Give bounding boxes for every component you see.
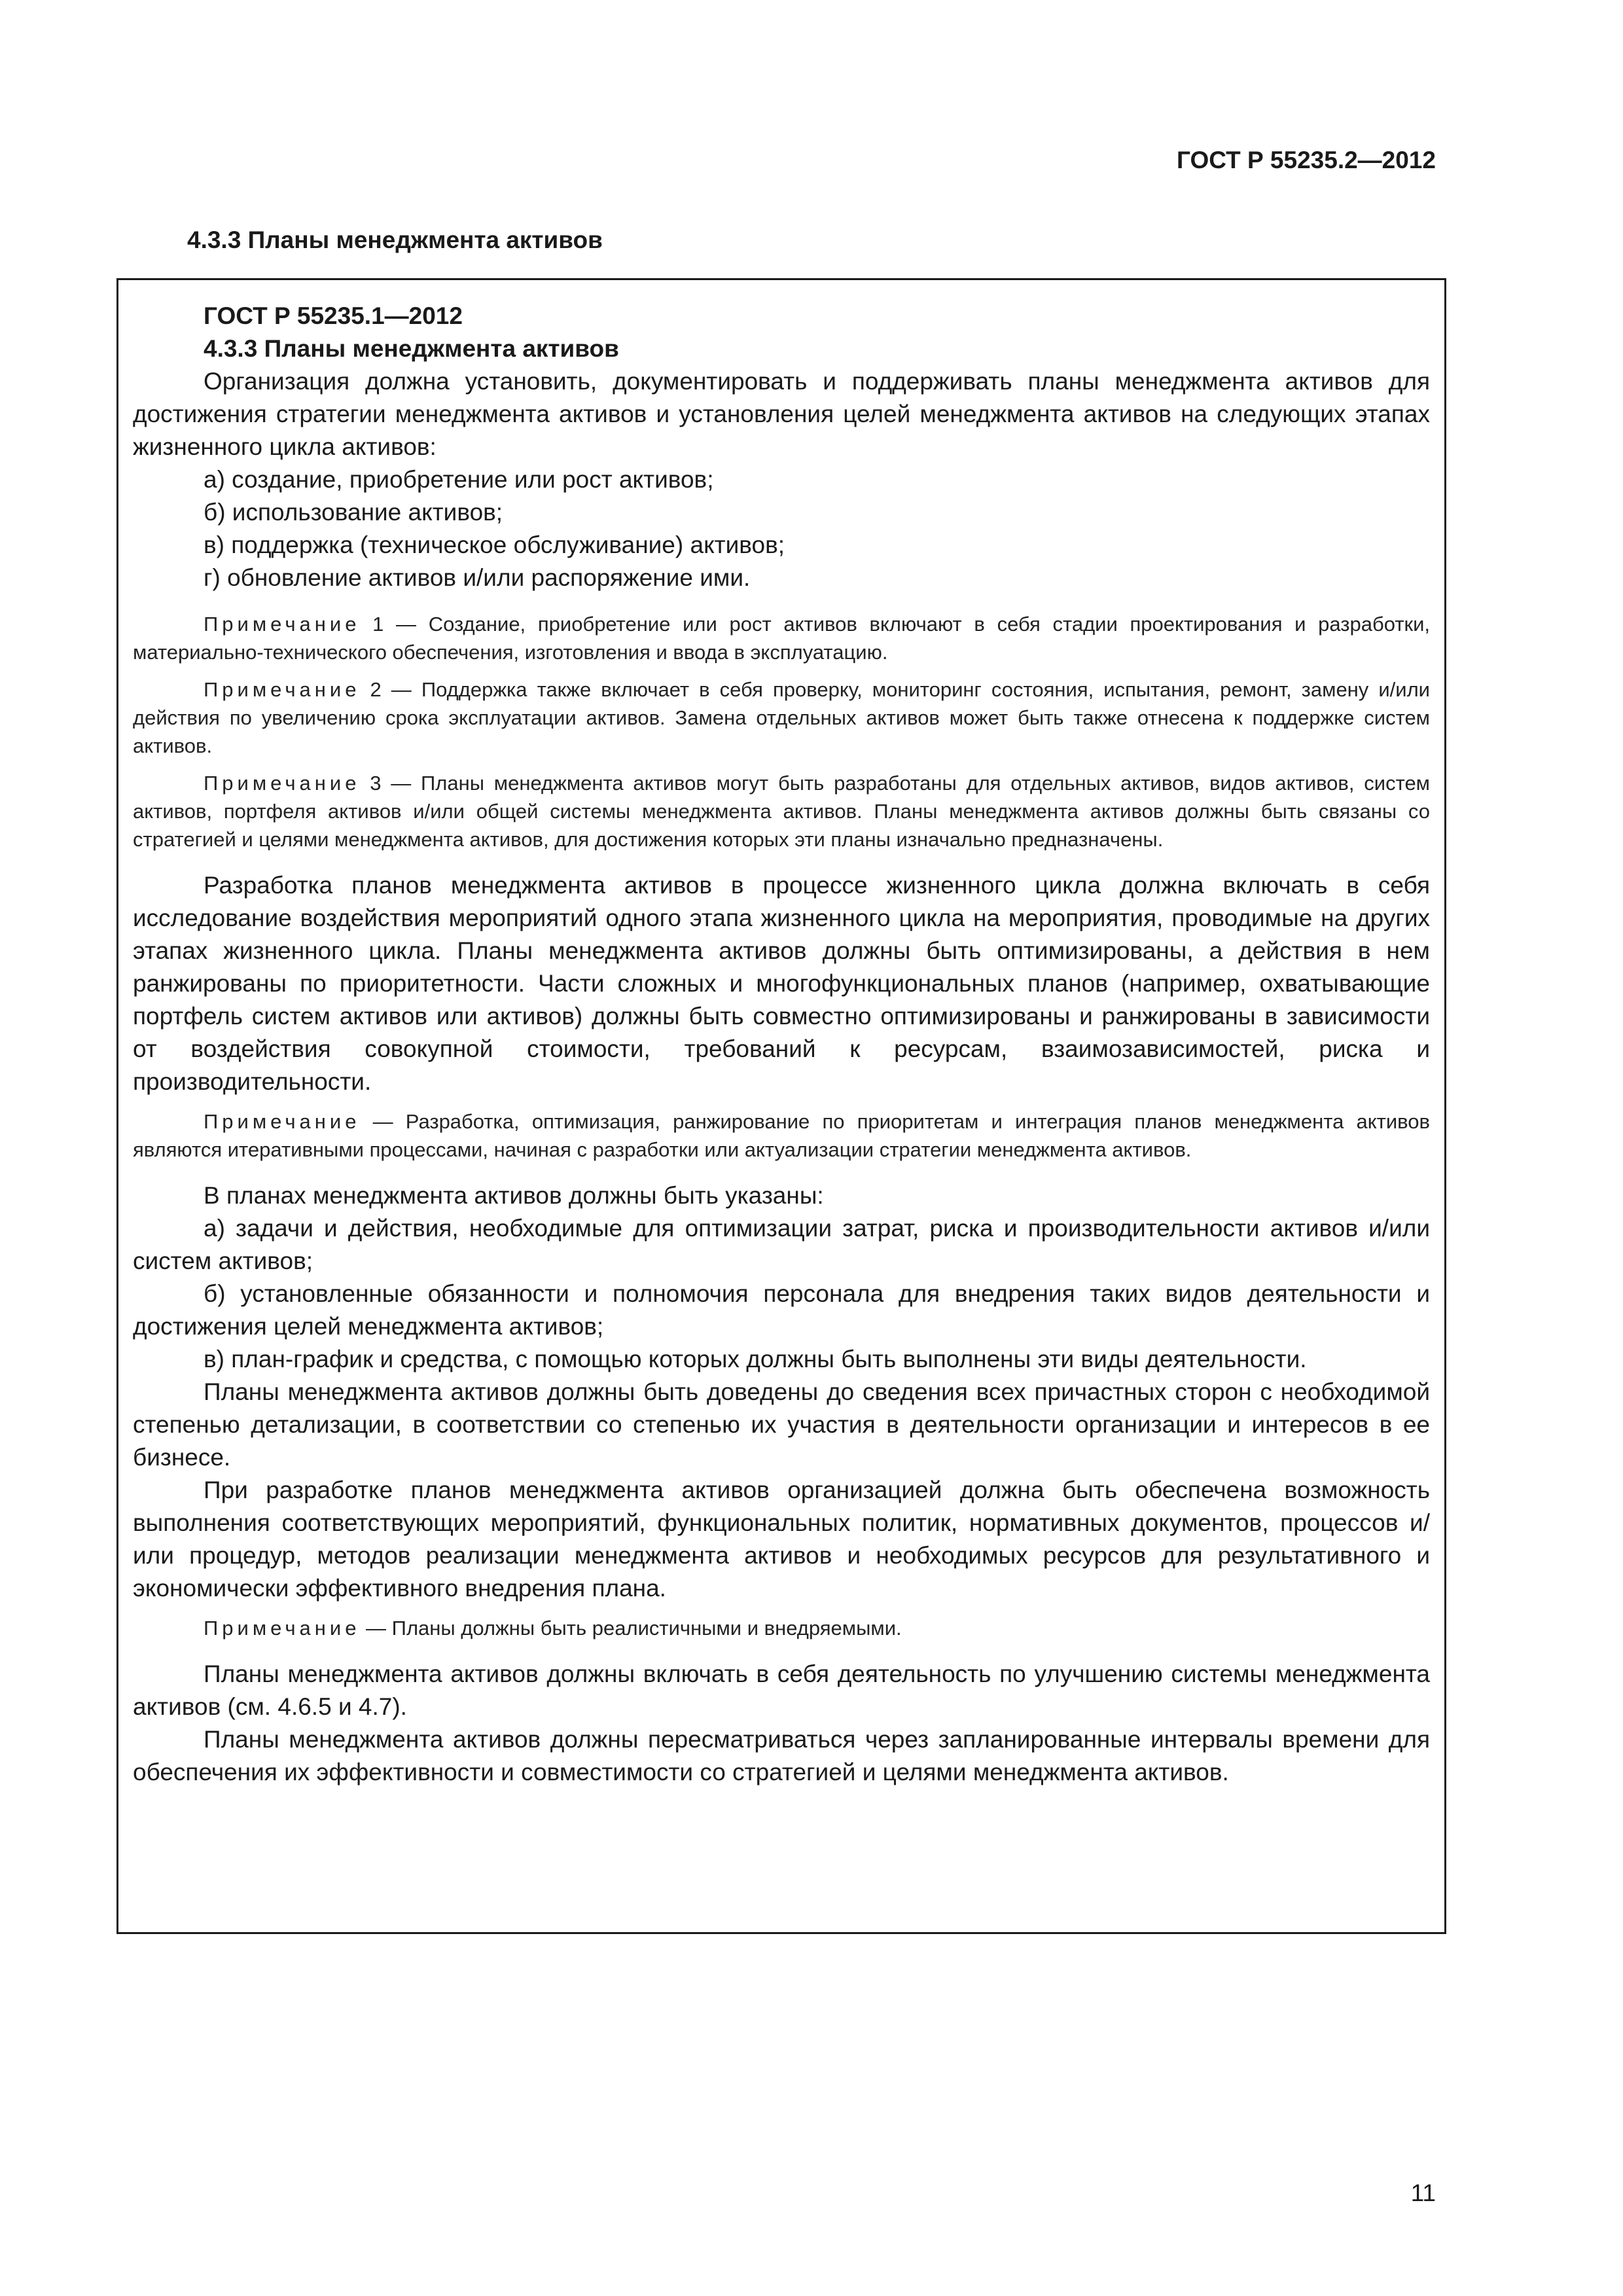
note-1 <box>133 610 1430 666</box>
list-item: б) установленные обязанности и полномочия персонала для внедрения таких видов деятельности и достижения целей менеджмента активов; <box>133 1280 1430 1340</box>
note-label: Примечание <box>204 678 361 701</box>
note-text: — Разработка, оптимизация, ранжирование по приоритетам и интеграция планов менеджмента активов являются итеративными процессами, начиная с разработки или актуализации стратегии менеджмента активов. <box>133 1110 1430 1161</box>
list-item: г) обновление активов и/или распоряжение ими. <box>204 564 751 591</box>
note-text: — Поддержка также включает в себя проверку, мониторинг состояния, испытания, ремонт, замену и/или действия по увеличению срока эксплуатации активов. Замена отдельных активов может быть также отнесена к поддержке систем активов. <box>133 678 1431 757</box>
note-number: 3 <box>360 772 382 795</box>
note-3 <box>133 769 1430 853</box>
document-standard-number: ГОСТ Р 55235.2—2012 <box>1177 147 1436 173</box>
note-text: — Планы менеджмента активов могут быть разработаны для отдельных активов, видов активов, систем активов, портфеля активов и/или общей системы менеджмента активов. Планы менеджмента активов должны быть связаны со стратегией и целями менеджмента активов, для достижения которых эти планы изначально предназначены. <box>133 772 1430 851</box>
paragraph-review: Планы менеджмента активов должны пересматриваться через запланированные интервалы времени для обеспечения их эффективности и совместимости со стратегией и целями менеджмента активов. <box>133 1726 1430 1785</box>
quoted-standard-box <box>116 278 1446 1934</box>
paragraph-plan-contents: В планах менеджмента активов должны быть указаны: <box>204 1182 824 1209</box>
note-text: — Планы должны быть реалистичными и внедряемыми. <box>360 1617 902 1640</box>
note-number: 2 <box>360 678 382 701</box>
note-number: 1 <box>360 613 384 636</box>
paragraph-resources: При разработке планов менеджмента активов организацией должна быть обеспечена возможность выполнения соответствующих мероприятий, функциональных политик, нормативных документов, процессов и/или процедур, методов реализации менеджмента активов и необходимых ресурсов для результативного и экономически эффективного внедрения плана. <box>133 1477 1430 1602</box>
note-2 <box>133 675 1430 760</box>
section-title: 4.3.3 Планы менеджмента активов <box>187 226 603 253</box>
note-iterative <box>133 1107 1430 1164</box>
note-label: Примечание <box>204 613 361 636</box>
note-label: Примечание <box>204 1110 361 1133</box>
list-item: а) задачи и действия, необходимые для оптимизации затрат, риска и производительности активов и/или систем активов; <box>133 1215 1430 1274</box>
list-item: в) поддержка (техническое обслуживание) активов; <box>204 531 785 558</box>
note-text: — Создание, приобретение или рост активов включают в себя стадии проектирования и разработки, материально-технического обеспечения, изготовления и ввода в эксплуатацию. <box>133 613 1431 664</box>
paragraph-intro: Организация должна установить, документировать и поддерживать планы менеджмента активов для достижения стратегии менеджмента активов и установления целей менеджмента активов на следующих этапах жизненного цикла активов: <box>133 368 1430 460</box>
page-number: 11 <box>1410 2179 1436 2206</box>
list-item: б) использование активов; <box>204 499 503 526</box>
quoted-section-title: 4.3.3 Планы менеджмента активов <box>204 335 619 362</box>
paragraph-improvement: Планы менеджмента активов должны включать в себя деятельность по улучшению системы менеджмента активов (см. 4.6.5 и 4.7). <box>133 1660 1430 1720</box>
list-item: в) план-график и средства, с помощью которых должны быть выполнены эти виды деятельности. <box>204 1346 1307 1372</box>
paragraph-communication: Планы менеджмента активов должны быть доведены до сведения всех причастных сторон с необходимой степенью детализации, в соответствии со степенью их участия в деятельности организации и интересов в ее бизнесе. <box>133 1378 1430 1471</box>
quoted-standard-number: ГОСТ Р 55235.1—2012 <box>204 302 463 329</box>
note-realistic <box>133 1614 1430 1642</box>
note-label: Примечание <box>204 772 361 795</box>
paragraph-development: Разработка планов менеджмента активов в процессе жизненного цикла должна включать в себя исследование воздействия мероприятий одного этапа жизненного цикла на мероприятия, проводимые на других этапах жизненного цикла. Планы менеджмента активов должны быть оптимизированы, а действия в нем ранжированы по приоритетности. Части сложных и многофункциональных планов (например, охватывающие портфель систем активов или активов) должны быть совместно оптимизированы и ранжированы в зависимости от воздействия совокупной стоимости, требований к ресурсам, взаимозависимостей, риска и производительности. <box>133 872 1430 1095</box>
note-label: Примечание <box>204 1617 361 1640</box>
list-item: а) создание, приобретение или рост активов; <box>204 466 714 493</box>
